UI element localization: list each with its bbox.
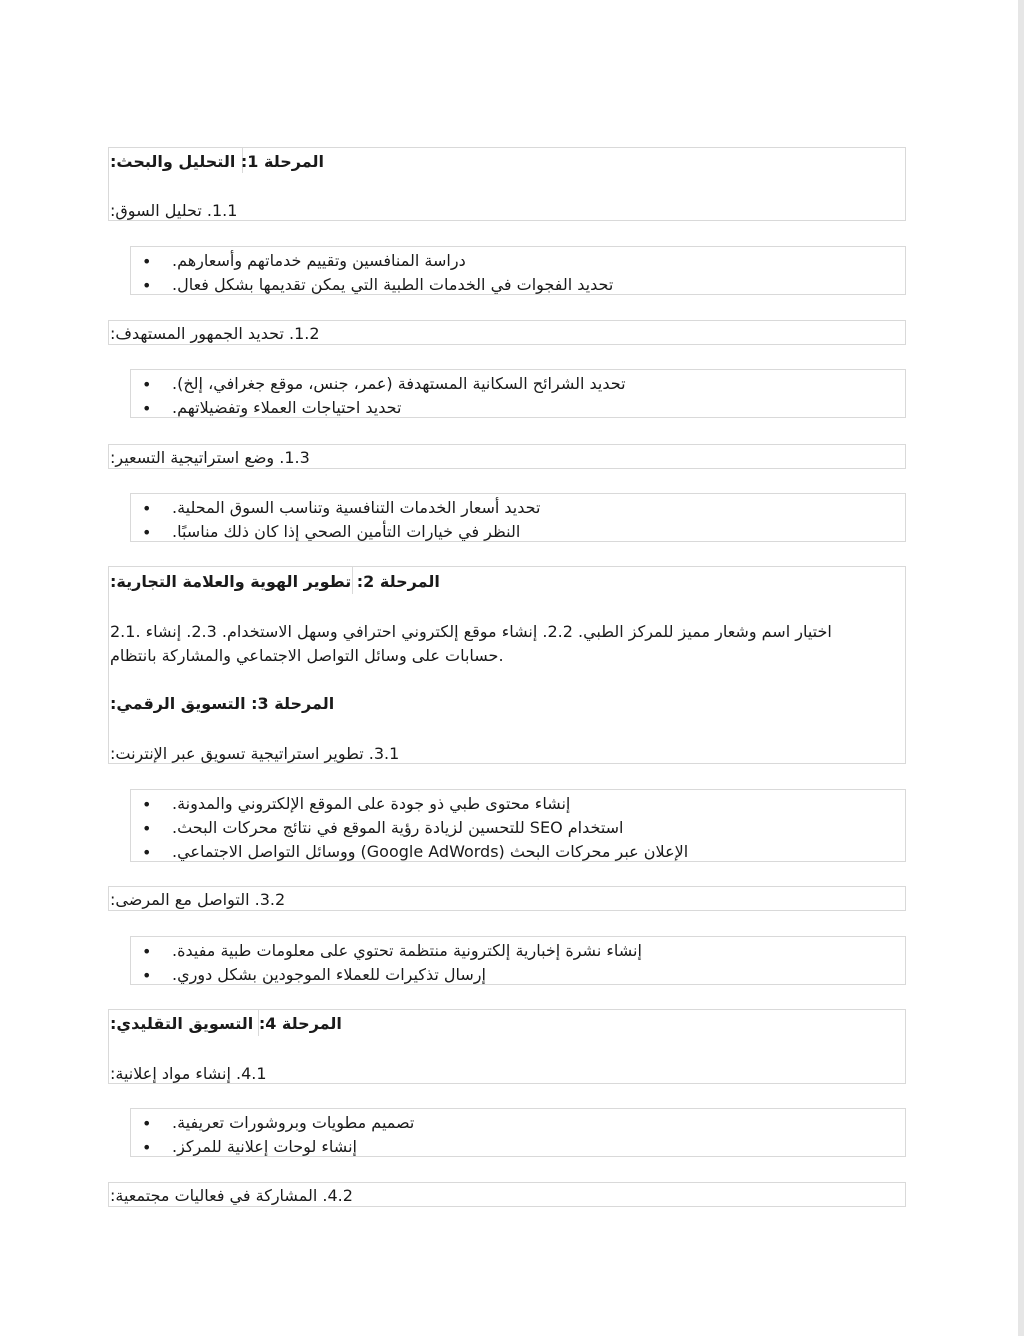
list-item: إنشاء لوحات إعلانية للمركز. — [172, 1137, 357, 1156]
list-item: إنشاء محتوى طبي ذو جودة على الموقع الإلكتروني والمدونة. — [172, 794, 571, 813]
section-1-1-heading: 1.1. تحليل السوق: — [110, 201, 238, 220]
bullet: • — [142, 795, 152, 814]
section-4-1-heading: 4.1. إنشاء مواد إعلانية: — [110, 1064, 267, 1083]
list-item: إرسال تذكيرات للعملاء الموجودين بشكل دوري. — [172, 965, 486, 984]
list-item: إنشاء نشرة إخبارية إلكترونية منتظمة تحتوي على معلومات طبية مفيدة. — [172, 941, 642, 960]
bullet: • — [142, 252, 152, 271]
bullet: • — [142, 966, 152, 985]
phase2-paragraph-line: حسابات على وسائل التواصل الاجتماعي والمشاركة بانتظام. — [110, 646, 504, 665]
list-item: النظر في خيارات التأمين الصحي إذا كان ذلك مناسبًا. — [172, 522, 521, 541]
section-1-2-heading: 1.2. تحديد الجمهور المستهدف: — [110, 324, 320, 343]
bullet: • — [142, 276, 152, 295]
list-item: استخدام SEO للتحسين لزيادة رؤية الموقع في نتائج محركات البحث. — [172, 818, 624, 837]
phase1-title: المرحلة 1: التحليل والبحث: — [110, 152, 324, 171]
list-item: تصميم مطويات وبروشورات تعريفية. — [172, 1113, 415, 1132]
list-item: تحديد الشرائح السكانية المستهدفة (عمر، جنس، موقع جغرافي، إلخ). — [172, 374, 626, 393]
bullet: • — [142, 399, 152, 418]
list-item: تحديد الفجوات في الخدمات الطبية التي يمكن تقديمها بشكل فعال. — [172, 275, 614, 294]
section-3-1-heading: 3.1. تطوير استراتيجية تسويق عبر الإنترنت: — [110, 744, 400, 763]
bullet: • — [142, 523, 152, 542]
bullet: • — [142, 1138, 152, 1157]
bullet: • — [142, 1114, 152, 1133]
phase4-title: المرحلة 4: التسويق التقليدي: — [110, 1014, 342, 1033]
bullet: • — [142, 819, 152, 838]
phase2-paragraph-line: 2.1. اختيار اسم وشعار مميز للمركز الطبي. 2.2. إنشاء موقع إلكتروني احترافي وسهل الاستخدام. 2.3. إنشاء — [110, 622, 832, 641]
section-1-3-heading: 1.3. وضع استراتيجية التسعير: — [110, 448, 310, 467]
section-3-2-heading: 3.2. التواصل مع المرضى: — [110, 890, 286, 909]
phase2-paragraph — [110, 620, 870, 668]
bullet: • — [142, 942, 152, 961]
list-item: دراسة المنافسين وتقييم خدماتهم وأسعارهم. — [172, 251, 466, 270]
bullet: • — [142, 375, 152, 394]
list-item: الإعلان عبر محركات البحث (Google AdWords) ووسائل التواصل الاجتماعي. — [172, 842, 689, 861]
bullet: • — [142, 499, 152, 518]
list-item: تحديد أسعار الخدمات التنافسية وتناسب السوق المحلية. — [172, 498, 541, 517]
list-item: تحديد احتياجات العملاء وتفضيلاتهم. — [172, 398, 402, 417]
phase3-title: المرحلة 3: التسويق الرقمي: — [110, 694, 335, 713]
phase2-title: المرحلة 2: تطوير الهوية والعلامة التجارية: — [110, 572, 440, 591]
section-4-2-heading: 4.2. المشاركة في فعاليات مجتمعية: — [110, 1186, 353, 1205]
bullet: • — [142, 843, 152, 862]
